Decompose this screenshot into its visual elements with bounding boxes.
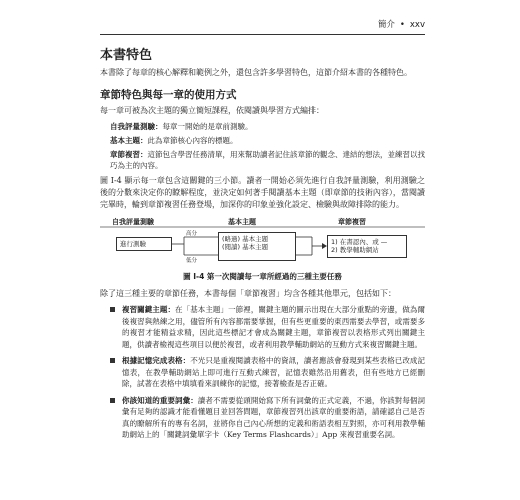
feature-desc: 此為章節核心內容的標題。 xyxy=(147,136,238,145)
section-paragraph-2: 圖 I-4 顯示每一章包含這關鍵的三小節。讀者一開始必須先進行自我評量測驗，利用測驗之後的分數來決定你的瞭解程度，並決定如何著手閱讀基本主題（即章節的技術內容），當閱讀完畢時，輪到章節複習任務登場，加深你的印象並強化設定、檢驗與故障排除的能力。 xyxy=(100,176,425,209)
list-item-text: 不光只是重複閱讀表格中的資訊，讀者應該會發現到某些表格已改成記憶表，在教學輔助網站上即可進行互動式練習，記憶表雖然沿用舊表，但有些地方已經刪除，試著在表格中填填看來訓練你的記憶，接著檢查是否正確。 xyxy=(122,356,426,388)
diagram-branch-low: 低分 xyxy=(186,258,198,264)
header-bullet: • xyxy=(399,20,405,30)
diagram-col-self-test: 自我評量測驗 xyxy=(112,218,154,226)
list-item-text: 在「基本主題」一節裡，關鍵主題的圖示出現在大部分重點的旁邊，做為爾後複習與熱練之用，儘管所有內容都需要掌握，但有些更重要的東西需要去學習，或需要多的複習才能精益求精，因此這些標記才會成為關鍵主題，章節複習以表格形式列出關鍵主題，供讀者檢視這些項目以便於複習，或者利用教學輔助網站的互動方式來複習關鍵主題。 xyxy=(122,305,426,349)
feature-item xyxy=(110,149,425,171)
diagram-box-review-book: 1) 在書認內、或 — xyxy=(331,238,388,246)
list-item xyxy=(100,395,425,441)
diagram-col-review: 章節複習 xyxy=(338,218,366,226)
figure-caption: 圖 I-4 第一次閱讀每一章所經過的三種主要任務 xyxy=(183,272,342,281)
diagram-box-core-topics xyxy=(218,232,296,261)
bullet-square-icon xyxy=(110,398,115,403)
list-item-term: 複習關鍵主題： xyxy=(122,305,176,314)
bullet-square-icon xyxy=(110,307,115,312)
task-flow-diagram xyxy=(100,217,425,269)
page-content xyxy=(100,44,425,446)
diagram-box-review-web: 2) 教學輔助網站 xyxy=(331,246,379,254)
diagram-box-review xyxy=(327,235,407,258)
feature-term: 基本主題： xyxy=(110,136,148,145)
feature-term: 自我評量測驗： xyxy=(110,122,163,131)
diagram-branch-high: 高分 xyxy=(186,231,198,237)
feature-desc: 這節包含學習任務清單，用來幫助讀者記住該章節的觀念、達結的想法，並練習以找巧為主的內容。 xyxy=(110,150,425,170)
section-paragraph-3: 除了這三種主要的章節任務，本書每個「章節複習」均含各種其他單元，包括如下： xyxy=(100,289,396,298)
diagram-box-skip-core: (略過) 基本主題 xyxy=(222,235,269,243)
list-item xyxy=(100,355,425,390)
feature-desc: 每章一開始的是章前測驗。 xyxy=(162,122,253,131)
section-paragraph-1: 每一章可被為次主題的獨立簡短課程，依閱讀與學習方式編排： xyxy=(100,106,324,115)
feature-list xyxy=(110,121,425,171)
diagram-box-read-core: (閱讀) 基本主題 xyxy=(222,243,269,251)
list-item-term: 根據記憶完成表格： xyxy=(122,356,191,365)
section-heading: 章節特色與每一章的使用方式 xyxy=(100,89,237,101)
bullet-square-icon xyxy=(110,358,115,363)
running-header xyxy=(100,18,425,35)
header-text xyxy=(378,18,425,30)
header-section: 簡介 xyxy=(377,20,395,30)
page-number: xxv xyxy=(409,20,425,30)
page-title: 本書特色 xyxy=(100,48,153,63)
intro-paragraph: 本書除了每章的核心解釋和範例之外，還包含許多學習特色，這節介紹本書的各種特色。 xyxy=(100,68,412,77)
review-elements-list xyxy=(100,304,425,441)
feature-item xyxy=(110,135,425,146)
diagram-col-core-topics: 基本主題 xyxy=(228,218,256,226)
list-item-term: 你該知道的重要詞彙： xyxy=(122,395,198,405)
list-item xyxy=(100,304,425,350)
feature-term: 章節複習： xyxy=(110,150,148,159)
diagram-box-take-test: 進行測驗 xyxy=(116,237,172,251)
list-item-text: 讀者不需要從頭開始寫下所有詞彙的正式定義，不過，你該對每個詞彙有足夠的認識才能看懂題目並回答問題，章節複習列出該章的重要術語，請確認自己是否真的瞭解所有的專有名詞，並將你自己內心所想的定義和術語表相互對照，亦可利用教學輔助網站上的「關鍵詞彙單字卡（Key Terms Flashcards）」App 來複習重要名詞。 xyxy=(122,395,426,439)
feature-item xyxy=(110,121,425,132)
